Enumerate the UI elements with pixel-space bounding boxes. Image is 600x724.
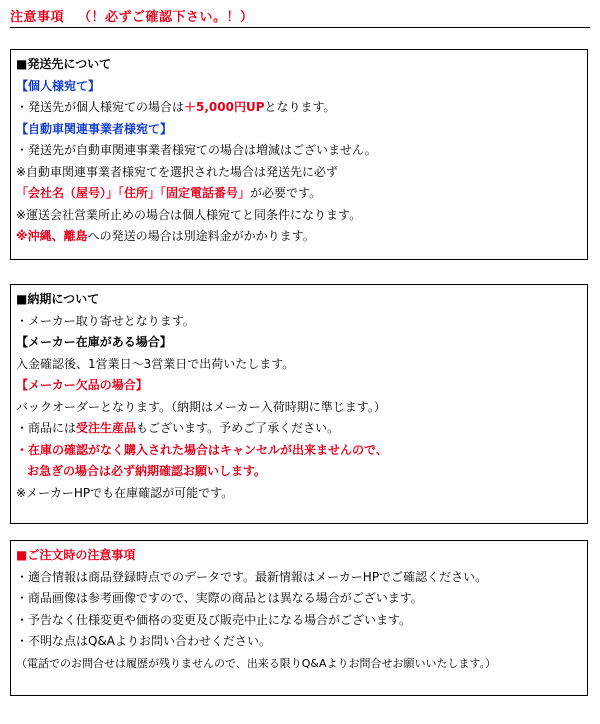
rush-warning: お急ぎの場合は必ず納期確認お願いします。 — [27, 464, 267, 478]
order-notes-title: ■ご注文時の注意事項 — [16, 548, 136, 562]
notice-heading — [10, 6, 590, 28]
req-company: 「会社名（屋号）」 — [16, 186, 119, 200]
notice-title: 注意事項 — [10, 10, 65, 25]
made-to-order-a: ・商品には — [16, 421, 77, 435]
individual-text — [16, 97, 587, 119]
shipping-section — [10, 49, 588, 260]
req-phone: 「固定電話番号」 — [160, 186, 251, 200]
business-label: 【自動車関連事業者様宛て】 — [16, 121, 173, 136]
business-text: ・発送先が自動車関連事業者様宛ての場合は増減はございません。 — [16, 143, 377, 157]
depot-note: ※運送会社営業所止めの場合は個人様宛てと同条件になります。 — [16, 207, 362, 222]
remote-note — [16, 226, 587, 248]
made-to-order-b: 受注生産品 — [76, 421, 137, 435]
delivery-title: ■納期について — [16, 292, 100, 306]
business-note: ※自動車関連事業者様宛てを選択された場合は発送先に必ず — [16, 164, 339, 179]
notice-subtitle: （！必ずご確認下さい。！） — [78, 10, 254, 25]
individual-surcharge: ＋5,000円UP — [184, 100, 265, 114]
delivery-section — [10, 284, 588, 524]
outofstock-label: 【メーカー欠品の場合】 — [16, 378, 148, 392]
order-note-item: ・商品画像は参考画像ですので、実際の商品とは異なる場合がございます。 — [16, 591, 423, 605]
req-tail: が必要です。 — [250, 186, 322, 200]
instock-label: 【メーカー在庫がある場合】 — [16, 335, 172, 349]
order-note-item: ・適合情報は商品登録時点でのデータです。最新情報はメーカーHPでご確認ください。 — [16, 569, 488, 584]
backorder-text: バックオーダーとなります。（納期はメーカー入荷時期に準じます。） — [16, 399, 386, 414]
order-note-item: ・予告なく仕様変更や価格の変更及び販売中止になる場合がございます。 — [16, 612, 412, 627]
order-note-item: ・不明な点はQ&Aよりお問い合わせください。 — [16, 634, 272, 648]
individual-text-b: となります。 — [264, 100, 336, 114]
order-note: ・メーカー取り寄せとなります。 — [16, 313, 195, 328]
remote-text: への発送の場合は別途料金がかかります。 — [87, 229, 315, 243]
cancel-warning: ・在庫の確認がなく購入された場合はキャンセルが出来ませんので、 — [16, 442, 388, 457]
remote-prefix: ※沖縄、離島 — [16, 229, 88, 243]
phone-note: （電話でのお問合せは履歴が残りませんので、出来る限りQ&Aよりお問合せお願いいたします。） — [16, 656, 497, 670]
required-fields — [16, 183, 587, 205]
hp-note: ※メーカーHPでも在庫確認が可能です。 — [16, 485, 234, 500]
req-address: 「住所」 — [118, 186, 161, 200]
instock-text: 入金確認後、1営業日～3営業日で出荷いたします。 — [16, 356, 295, 371]
made-to-order-c: もございます。予めご了承ください。 — [136, 421, 340, 435]
order-notes-section — [10, 540, 588, 696]
made-to-order — [16, 418, 587, 440]
individual-label: 【個人様宛て】 — [16, 78, 101, 93]
shipping-title: ■発送先について — [16, 57, 112, 71]
individual-text-a: ・発送先が個人様宛ての場合は — [16, 100, 185, 114]
